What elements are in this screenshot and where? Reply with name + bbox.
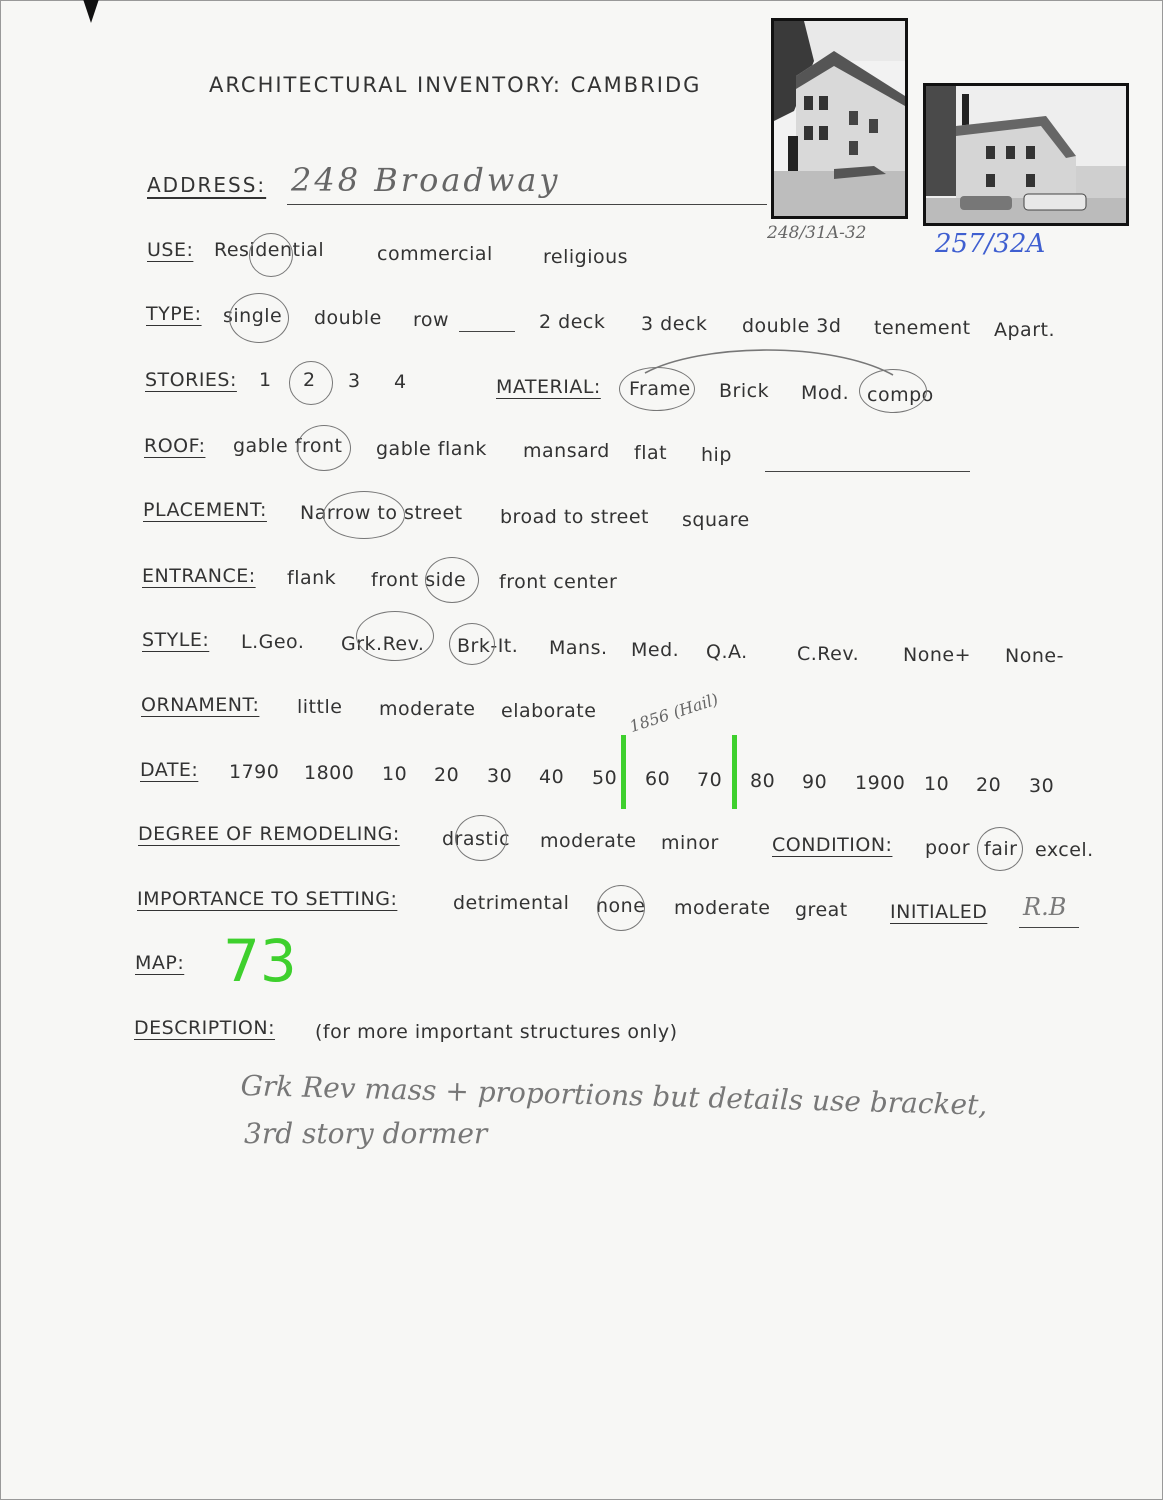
date-1820: 20 xyxy=(434,764,460,786)
importance-none: none xyxy=(596,895,646,917)
circle-residential xyxy=(249,233,293,277)
stories-label: STORIES: xyxy=(145,369,237,391)
date-1800: 1800 xyxy=(304,762,355,784)
date-1840: 40 xyxy=(539,766,565,788)
style-mans: Mans. xyxy=(549,637,608,659)
circle-fair xyxy=(977,827,1023,871)
date-label: DATE: xyxy=(140,759,199,781)
circle-single xyxy=(229,293,289,343)
condition-fair: fair xyxy=(984,838,1018,860)
material-brick: Brick xyxy=(719,380,770,402)
importance-detrimental: detrimental xyxy=(453,892,570,914)
condition-excel: excel. xyxy=(1035,839,1094,861)
type-3-deck: 3 deck xyxy=(641,313,708,335)
description-line-1: Grk Rev mass + proportions but details use bracket, xyxy=(240,1069,988,1122)
style-label: STYLE: xyxy=(142,629,210,651)
initialed-value: R.B xyxy=(1023,893,1067,921)
description-hint: (for more important structures only) xyxy=(315,1021,678,1043)
type-label: TYPE: xyxy=(146,303,202,325)
date-1890: 90 xyxy=(802,771,828,793)
remodeling-drastic: drastic xyxy=(442,828,511,850)
roof-hip: hip xyxy=(701,444,732,466)
style-grk-rev: Grk.Rev. xyxy=(341,633,425,655)
remodeling-label: DEGREE OF REMODELING: xyxy=(138,823,400,845)
description-line-2: 3rd story dormer xyxy=(244,1117,488,1150)
style-none-minus: None- xyxy=(1005,645,1064,667)
date-note: 1856 (Hail) xyxy=(627,689,721,736)
roof-flat: flat xyxy=(634,442,668,464)
map-label: MAP: xyxy=(135,952,185,974)
importance-moderate: moderate xyxy=(674,897,771,919)
style-qa: Q.A. xyxy=(706,641,748,663)
style-crev: C.Rev. xyxy=(797,643,860,665)
importance-great: great xyxy=(795,899,848,921)
form-title: ARCHITECTURAL INVENTORY: CAMBRIDG xyxy=(209,73,702,97)
placement-narrow: Narrow to street xyxy=(300,502,463,524)
placement-label: PLACEMENT: xyxy=(143,499,267,521)
initialed-rule xyxy=(1019,927,1079,928)
material-link-arc xyxy=(641,341,901,381)
use-religious: religious xyxy=(543,246,629,268)
remodeling-minor: minor xyxy=(661,832,719,854)
use-label: USE: xyxy=(147,239,194,261)
type-row: row xyxy=(413,309,450,331)
entrance-label: ENTRANCE: xyxy=(142,565,256,587)
use-commercial: commercial xyxy=(377,243,493,265)
circle-none xyxy=(597,885,645,931)
type-apartment: Apart. xyxy=(994,319,1056,341)
ornament-moderate: moderate xyxy=(379,698,476,720)
photo-left-caption: 248/31A-32 xyxy=(767,223,867,243)
circle-narrow xyxy=(323,491,405,539)
circle-drastic xyxy=(455,815,507,861)
type-tenement: tenement xyxy=(874,317,971,339)
corner-mark xyxy=(83,0,99,23)
placement-square: square xyxy=(682,509,750,531)
style-med: Med. xyxy=(631,639,680,661)
stories-1: 1 xyxy=(259,369,272,391)
roof-mansard: mansard xyxy=(523,440,610,462)
importance-label: IMPORTANCE TO SETTING: xyxy=(137,888,398,910)
initialed-label: INITIALED xyxy=(890,901,988,923)
address-label: ADDRESS: xyxy=(147,173,267,197)
photo-left xyxy=(771,18,908,219)
type-double-3d: double 3d xyxy=(742,315,842,337)
stories-3: 3 xyxy=(348,370,361,392)
entrance-front-center: front center xyxy=(499,571,618,593)
material-compo: compo xyxy=(867,384,934,406)
type-blank-rule xyxy=(459,331,515,332)
date-1910: 10 xyxy=(924,773,950,795)
date-1900: 1900 xyxy=(855,772,906,794)
type-2-deck: 2 deck xyxy=(539,311,606,333)
description-label: DESCRIPTION: xyxy=(134,1017,276,1039)
ornament-little: little xyxy=(297,696,343,718)
use-residential: Residential xyxy=(214,239,325,261)
date-1850: 50 xyxy=(592,767,618,789)
roof-blank-rule xyxy=(765,471,970,472)
circle-brk-it xyxy=(449,623,495,665)
style-lgeo: L.Geo. xyxy=(241,631,305,653)
date-range-start-mark xyxy=(621,735,626,809)
condition-label: CONDITION: xyxy=(772,834,893,856)
address-rule xyxy=(287,204,767,205)
roof-gable-flank: gable flank xyxy=(376,438,487,460)
condition-poor: poor xyxy=(925,837,971,859)
placement-broad: broad to street xyxy=(500,506,650,528)
style-brk-it: Brk-It. xyxy=(457,635,519,657)
roof-gable-front: gable front xyxy=(233,435,343,457)
material-label: MATERIAL: xyxy=(496,376,601,398)
date-1880: 80 xyxy=(750,770,776,792)
date-1870: 70 xyxy=(697,769,723,791)
type-single: single xyxy=(223,305,283,327)
date-1860: 60 xyxy=(645,768,671,790)
remodeling-moderate: moderate xyxy=(540,830,637,852)
stories-4: 4 xyxy=(394,371,407,393)
material-mod: Mod. xyxy=(801,382,850,404)
date-1790: 1790 xyxy=(229,761,280,783)
circle-grk-rev xyxy=(356,611,434,661)
date-1920: 20 xyxy=(976,774,1002,796)
date-1830: 30 xyxy=(487,765,513,787)
photo-right xyxy=(923,83,1129,226)
date-1810: 10 xyxy=(382,763,408,785)
date-range-end-mark xyxy=(732,735,737,809)
stories-2: 2 xyxy=(303,369,316,391)
circle-front xyxy=(297,425,351,471)
photo-right-caption: 257/32A xyxy=(935,229,1046,259)
circle-stories-2 xyxy=(289,361,333,405)
roof-label: ROOF: xyxy=(144,435,206,457)
type-double: double xyxy=(314,307,382,329)
map-value: 73 xyxy=(223,927,297,995)
ornament-label: ORNAMENT: xyxy=(141,694,260,716)
ornament-elaborate: elaborate xyxy=(501,700,597,722)
entrance-flank: flank xyxy=(287,567,337,589)
circle-side xyxy=(425,557,479,603)
address-value: 248 Broadway xyxy=(291,161,561,199)
material-frame: Frame xyxy=(629,378,691,400)
style-none-plus: None+ xyxy=(903,644,971,666)
entrance-front-side: front side xyxy=(371,569,467,591)
date-1930: 30 xyxy=(1029,775,1055,797)
